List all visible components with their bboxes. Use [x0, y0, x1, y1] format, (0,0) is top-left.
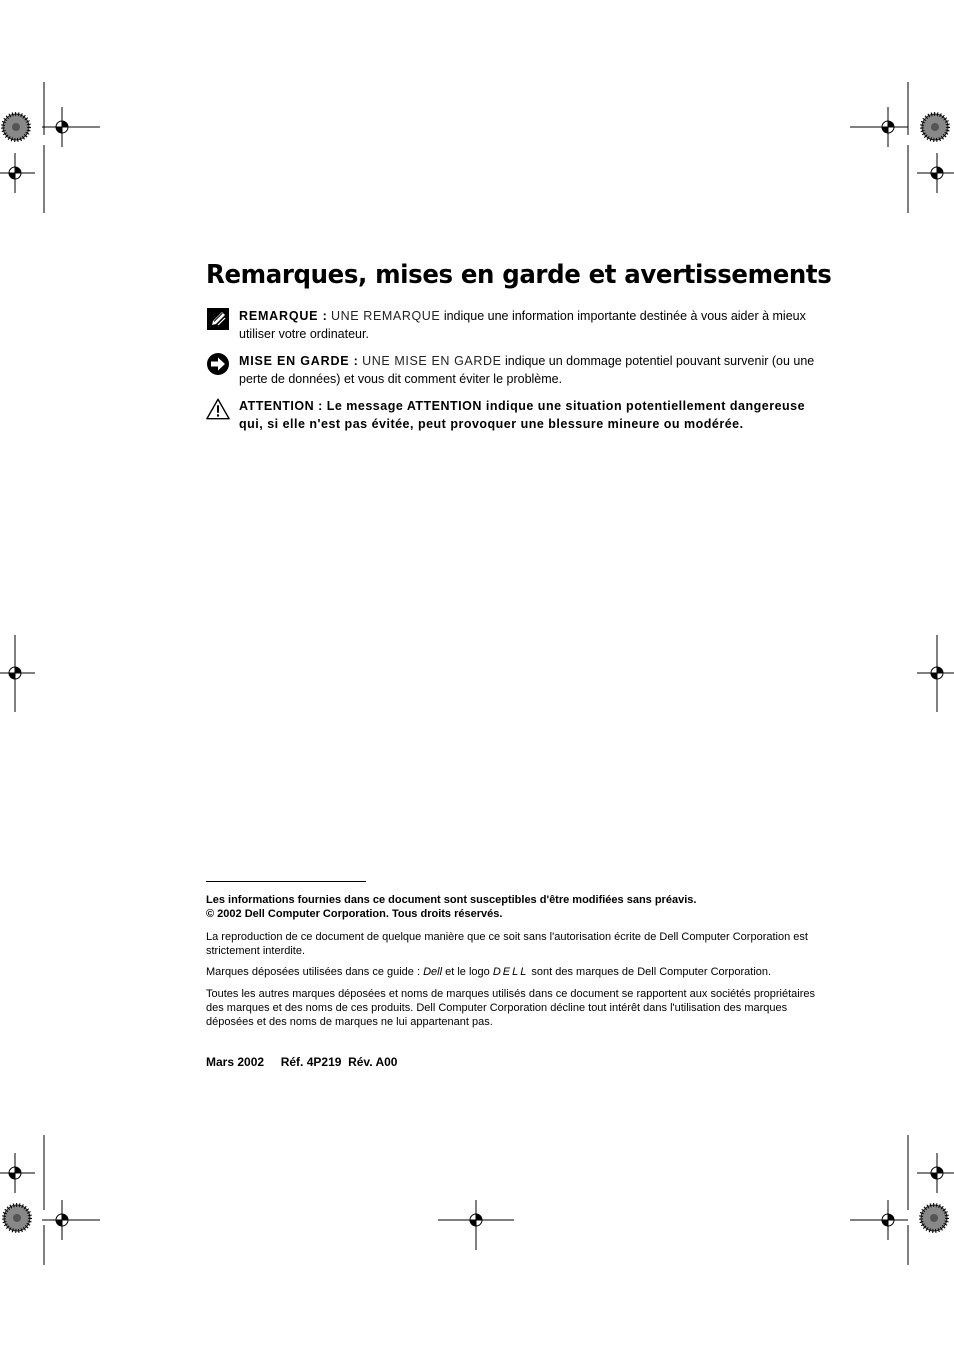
- crosshair-mark: [0, 153, 35, 193]
- attention-text-a: Le message: [326, 399, 404, 413]
- part-number: Réf. 4P219: [280, 1055, 342, 1069]
- note-text: indique une information importante destinée à vous aider à mieux utiliser votre ordinateur.: [239, 309, 806, 341]
- crosshair-mark: [0, 653, 35, 693]
- starburst-mark: [4, 1205, 30, 1231]
- trademark-text-a: Marques déposées utilisées dans ce guide :: [206, 966, 421, 978]
- note-caps: UNE REMARQUE: [331, 309, 441, 323]
- trademark-text-b: et le logo: [445, 966, 490, 978]
- trademark-text-c: sont des marques de Dell Computer Corporation.: [531, 966, 772, 978]
- caution-text: indique un dommage potentiel pouvant survenir (ou une perte de données) et vous dit comment éviter le problème.: [239, 354, 815, 386]
- crosshair-mark: [917, 153, 954, 193]
- reproduction-notice: La reproduction de ce document de quelque manière que ce soit sans l'autorisation écrite de Dell Computer Corporation est strictement interdite.: [206, 931, 808, 957]
- crosshair-mark: [917, 653, 954, 693]
- revision: Rév. A00: [348, 1055, 398, 1069]
- starburst-mark: [921, 1205, 947, 1231]
- dell-trademark: Dell: [423, 966, 443, 978]
- crosshair-mark: [917, 1153, 954, 1193]
- other-trademarks-notice: Toutes les autres marques déposées et noms de marques utilisés dans ce document se rapportent aux sociétés propriétaires des marques et des noms de ces produits. Dell Computer Corporation décline tout intérêt dans l'utilisation des marques déposées et des noms de marques ne lui appartenant pas.: [206, 988, 815, 1028]
- attention-text-b: indique une situation potentiellement dangereuse qui, si elle n'est pas évitée, peut provoquer une blessure mineure ou modérée.: [239, 399, 806, 431]
- legal-change-notice: Les informations fournies dans ce document sont susceptibles d'être modifiées sans préavis.: [206, 894, 697, 906]
- attention-caps: ATTENTION: [406, 399, 482, 413]
- starburst-mark: [922, 114, 948, 140]
- dell-logo: DELL: [492, 966, 529, 978]
- caution-caps: UNE MISE EN GARDE: [362, 354, 502, 368]
- attention-label: ATTENTION :: [239, 399, 323, 413]
- note-label: REMARQUE :: [239, 309, 328, 323]
- publication-date: Mars 2002: [206, 1055, 265, 1069]
- copyright: © 2002 Dell Computer Corporation. Tous droits réservés.: [206, 908, 503, 920]
- crosshair-mark: [0, 1153, 35, 1193]
- starburst-mark: [3, 114, 29, 140]
- page-title: Remarques, mises en garde et avertissements: [206, 260, 832, 290]
- caution-label: MISE EN GARDE :: [239, 354, 359, 368]
